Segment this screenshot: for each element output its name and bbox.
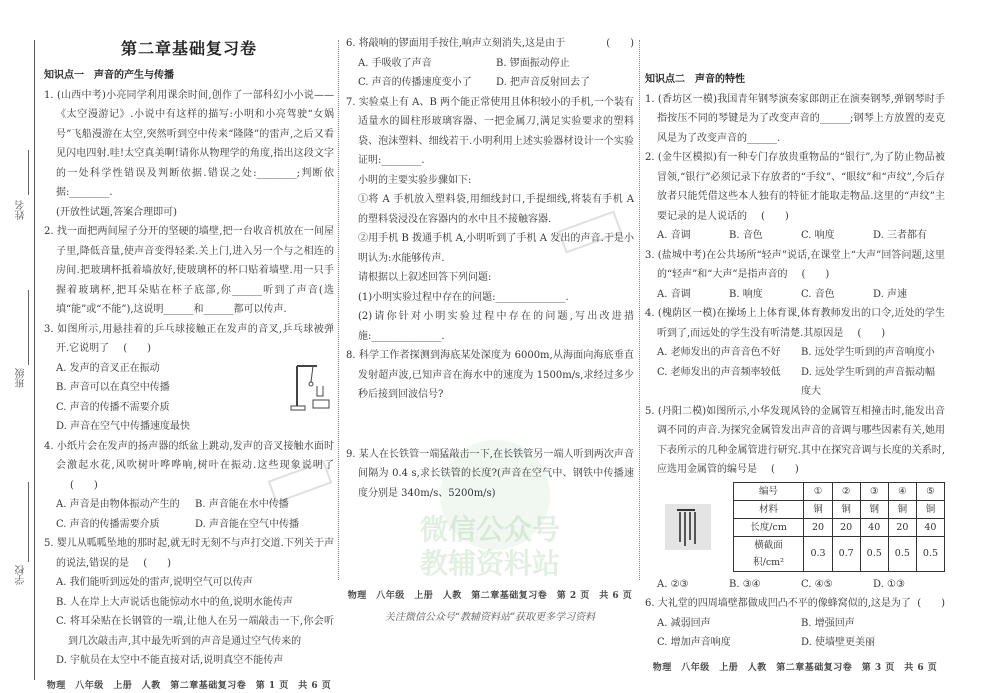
table-row: [733, 500, 944, 518]
option: C. 声音的传播需要介质: [56, 518, 160, 530]
option: D. 宇航员在太空中不能直接对话,说明真空不能传声: [56, 655, 284, 666]
table-cell: 40: [860, 518, 888, 536]
section-heading: 知识点二 声音的特性: [645, 74, 745, 85]
option: B. 声音能在水中传播: [195, 499, 289, 510]
option: B. 锣面振动停止: [496, 57, 570, 69]
column-divider: [338, 40, 339, 580]
answer-bracket[interactable]: ( ): [143, 557, 171, 569]
page-footer: 物理 八年级 上册 人教 第二章基础复习卷 第 3 页 共 6 页: [652, 662, 938, 673]
table-cell: 铜: [804, 500, 832, 518]
question-5: 5. 婴儿从呱呱坠地的那时起,就无时无刻不与声打交道.下列关于声的说法,错误的是: [44, 538, 334, 569]
school-label: 学校: [16, 565, 27, 585]
table-cell: 铜: [832, 500, 860, 518]
table-cell: 0.7: [832, 536, 860, 571]
table-row-header: 长度/cm: [733, 518, 804, 536]
question-8: 8. 科学工作者探测到海底某处深度为 6000m,从海面向海底垂直发射超声波,已知声音在海水中的速度为 1500m/s,求经过多少秒后接到回波信号?: [346, 350, 634, 400]
question-9: 9. 某人在长铁管一端猛敲击一下,在长铁管另一端人听到两次声音间隔为 0.4 s,求长铁管的长度?(声音在空气中、钢铁中传播速度分别是 340m/s、5200m/s): [346, 448, 634, 499]
option: A. 发声的音叉正在振动: [56, 362, 160, 374]
option: C. ④⑤: [801, 578, 833, 590]
table-cell: 40: [916, 518, 944, 536]
question-4: 4. (槐荫区一模)在操场上上体育课,体育教师发出的口令,近处的学生听到了,而远处的学生没有听清楚.其原因是: [645, 308, 945, 339]
page-2-column: [346, 34, 634, 625]
page-title: 第二章基础复习卷: [120, 39, 257, 58]
question-5: 5. (丹阳二模)如图所示,小华发现风铃的金属管互相撞击时,能发出音调不同的声音.为探究金属管发出声音的音调与哪些因素有关,她用下表所示的几种金属管进行研究.其中在探究音调与长度的关系时,应选用金属管的编号是: [645, 405, 945, 475]
table-cell: 0.3: [804, 536, 832, 571]
margin-line: [34, 40, 35, 680]
tuning-fork-figure-icon: [289, 362, 334, 412]
option: B. 响度: [729, 288, 763, 300]
binding-margin: [0, 0, 40, 691]
option: D. 声速: [873, 288, 908, 300]
answer-bracket[interactable]: ( ): [606, 38, 634, 49]
question-1-note: (开放性试题,答案合理即可): [56, 206, 177, 218]
table-cell: 0.5: [916, 536, 944, 571]
answer-space[interactable]: [346, 405, 634, 445]
option: A. 音调: [657, 230, 691, 241]
question-7-sub-1: (1)小明实验过程中存在的问题:______________.: [358, 291, 569, 303]
question-1: 1. (香坊区一模)我国青年钢琴演奏家郎朗正在演奏钢琴,弹钢琴时手指按压不同的琴键是为了改变声音的______;钢琴上方放置的麦克风是为了改变声音的______.: [645, 93, 945, 144]
question-7-ask: 请根据以上叙述回答下列问题:: [358, 272, 492, 283]
page-3-column: [645, 34, 945, 675]
option: C. 音色: [801, 288, 835, 300]
question-2: 2. (金牛区模拟)有一种专门存放贵重物品的“银行”,为了防止物品被冒领,“银行”必须记录下存放者的“手纹”、“眼纹”和“声纹”,今后存放者只能凭借这些本人独有的特征才能取走物品.这里的“声纹”主要记录的是人说话的: [645, 152, 945, 222]
school-field[interactable]: [28, 482, 29, 562]
table-cell: ④: [888, 482, 916, 500]
option: A. 我们能听到远处的雷声,说明空气可以传声: [56, 577, 253, 588]
table-row-header: 材料: [733, 500, 804, 518]
table-cell: ⑤: [916, 482, 944, 500]
answer-bracket[interactable]: ( ): [70, 479, 98, 491]
watermark-text: 微信公众号: [419, 513, 560, 546]
answer-space: [645, 34, 945, 70]
table-row-header: 编号: [733, 482, 804, 500]
table-cell: 铜: [916, 500, 944, 518]
table-cell: 20: [888, 518, 916, 536]
answer-bracket[interactable]: ( ): [917, 598, 945, 609]
question-3: 3. 如图所示,用悬挂着的乒乓球接触正在发声的音叉,乒乓球被弹开.它说明了: [44, 323, 334, 354]
question-7-sub-2: (2)请你针对小明实验过程中存在的问题,写出改进措施:______________.: [358, 311, 634, 342]
table-cell: ②: [832, 482, 860, 500]
question-2: 2. 找一面把两间屋子分开的坚硬的墙壁,把一台收音机放在一间屋子里,降低音量,使声音变得轻柔.关上门,进入另一个与之相连的房间.把玻璃杯抵着墙放好,使玻璃杯的杯口贴着墙壁.用一只手握着玻璃杯,把耳朵贴在杯子底部,你______听到了声音(选填“能”或“不能”),这说明______和______都可以传声.: [44, 226, 334, 315]
question-7-step-1: ①将 A 手机放入塑料袋,用细线封口,手提细线,将装有手机 A 的塑料袋浸没在容器内的水中且不接触容器.: [358, 194, 634, 225]
table-row-header: 横截面积/cm²: [733, 536, 804, 571]
page-footer: 物理 八年级 上册 人教 第二章基础复习卷 第 1 页 共 6 页: [46, 680, 332, 691]
option: D. 使墙壁更美丽: [801, 637, 876, 648]
answer-bracket[interactable]: ( ): [761, 210, 789, 222]
bottom-note: 关注微信公众号“教辅资料站”获取更多学习资料: [384, 612, 596, 623]
option: B. ③④: [729, 578, 761, 590]
class-label: 班级: [16, 368, 27, 388]
option: D. 远处学生听到的声音振动幅度大: [801, 366, 936, 397]
option: C. 将耳朵贴在长钢管的一端,让他人在另一端敲击一下,你会听到几次敲击声,其中最先听到的声音是通过空气传来的: [56, 616, 334, 647]
question-3: 3. (盐城中考)在公共场所“轻声”说话,在课堂上“大声”回答问题,这里的“轻声”和“大声”是指声音的: [645, 249, 945, 280]
table-row: [733, 536, 944, 571]
option: C. 声音的传播不需要介质: [56, 401, 170, 413]
table-cell: 0.5: [888, 536, 916, 571]
watermark-text: 教辅资料站: [419, 547, 560, 580]
option: D. 三者都有: [873, 230, 928, 241]
option: C. 响度: [801, 230, 835, 241]
option: B. 增强回声: [801, 617, 855, 629]
question-7-step-2: ②用手机 B 拨通手机 A,小明听到了手机 A 发出的声音.于是小明认为:水能够传声.: [358, 233, 634, 264]
option: A. ②③: [657, 578, 689, 590]
option: B. 人在岸上大声说话也能惊动水中的鱼,说明水能传声: [56, 596, 293, 608]
option: D. 声音能在空气中传播: [195, 518, 300, 530]
wind-chime-image-icon: [665, 504, 711, 550]
question-7-steps-title: 小明的主要实验步骤如下:: [358, 174, 472, 186]
table-cell: 钢: [860, 500, 888, 518]
table-cell: 20: [804, 518, 832, 536]
section-heading: 知识点一 声音的产生与传播: [44, 70, 174, 81]
class-field[interactable]: [28, 290, 29, 365]
name-field[interactable]: [28, 150, 29, 195]
option: A. 减弱回声: [657, 617, 711, 629]
table-row: [733, 482, 944, 500]
question-1: 1. (山西中考)小亮同学利用课余时间,创作了一部科幻小小说——《太空漫游记》.小说中有这样的描写:小明和小亮驾驶“女娲号”飞船漫游在太空,突然听到空中传来“隆隆”的雷声,之后又看见闪电四射.哇!太空真美啊!请你从物理学的角度,指出这段文字的一处科学性错误及判断依据.错误之处:________;判断依据:________.: [44, 89, 334, 198]
question-6: 6. 将敲响的锣面用手按住,响声立刻消失,这是由于: [346, 38, 566, 49]
table-cell: 20: [832, 518, 860, 536]
option: B. 音色: [729, 230, 763, 241]
option: C. 增加声音响度: [657, 637, 731, 648]
answer-bracket[interactable]: ( ): [801, 269, 830, 280]
option: D. 声音在空气中传播速度最快: [56, 421, 191, 432]
table-cell: ①: [804, 482, 832, 500]
table-cell: 0.5: [860, 536, 888, 571]
metal-tube-table: [733, 482, 945, 572]
answer-bracket[interactable]: ( ): [771, 464, 799, 475]
table-row: [733, 518, 944, 536]
option: B. 声音可以在真空中传播: [56, 382, 170, 393]
table-cell: ③: [860, 482, 888, 500]
option: A. 声音是由物体振动产生的: [56, 499, 180, 510]
name-label: 姓名: [16, 200, 27, 220]
question-4: 4. 小纸片会在发声的扬声器的纸盆上跳动,发声的音叉接触水面时会激起水花,风吹树叶哗哗响,树叶在振动.这些现象说明了: [44, 440, 334, 471]
question-7: 7. 实验桌上有 A、B 两个能正常使用且体积较小的手机,一个装有适量水的圆柱形玻璃容器、一把金属刀,满足实验要求的塑料袋、泡沫塑料、细线若干.小明利用上述实验器材设计一个实验证明:________.: [346, 96, 634, 166]
option: A. 音调: [657, 288, 691, 300]
option: C. 声音的传播速度变小了: [358, 77, 472, 88]
page-1-column: [44, 34, 334, 693]
answer-bracket[interactable]: ( ): [123, 343, 151, 354]
option: D. ①③: [873, 578, 905, 590]
page-footer: 物理 八年级 上册 人教 第二章基础复习卷 第 2 页 共 6 页: [347, 591, 633, 601]
option: C. 老师发出的声音频率较低: [657, 366, 781, 378]
table-cell: 铜: [888, 500, 916, 518]
question-6: 6. 大礼堂的四周墙壁都做成凹凸不平的像蜂窝似的,这是为了: [645, 598, 911, 609]
option: A. 手吸收了声音: [358, 57, 432, 69]
option: D. 把声音反射回去了: [496, 77, 591, 88]
option: B. 远处学生听到的声音响度小: [801, 347, 935, 358]
option: A. 老师发出的声音音色不好: [657, 347, 781, 358]
answer-bracket[interactable]: ( ): [857, 327, 886, 339]
column-divider: [639, 40, 640, 580]
